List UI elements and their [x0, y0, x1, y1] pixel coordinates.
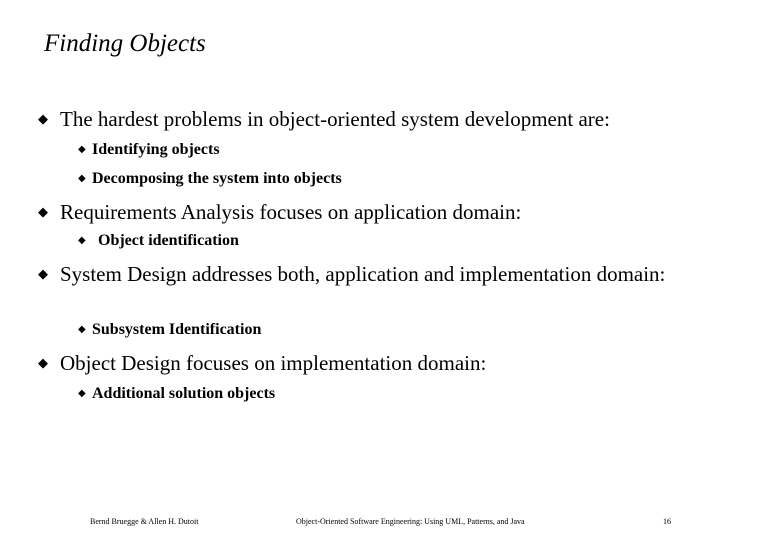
diamond-bullet-icon: ◆: [38, 111, 48, 126]
bullet-text: System Design addresses both, application and implementation domain:: [60, 262, 666, 286]
footer-book-title: Object-Oriented Software Engineering: Using UML, Patterns, and Java: [296, 517, 525, 526]
diamond-bullet-icon: ◆: [38, 266, 48, 281]
sub-bullet-item: [78, 169, 342, 189]
bullet-text: Object Design focuses on implementation domain:: [60, 351, 487, 375]
bullet-item: [38, 351, 740, 375]
footer-page-number: 16: [663, 517, 671, 526]
sub-bullet-text: Object identification: [98, 232, 239, 249]
sub-bullet-text: Identifying objects: [92, 141, 220, 158]
sub-bullet-text: Decomposing the system into objects: [92, 170, 342, 187]
footer-authors: Bernd Bruegge & Allen H. Dutoit: [90, 517, 199, 526]
diamond-bullet-icon: ◆: [38, 355, 48, 370]
diamond-sub-bullet-icon: ◆: [78, 324, 86, 335]
diamond-sub-bullet-icon: ◆: [78, 173, 86, 184]
diamond-bullet-icon: ◆: [38, 204, 48, 219]
sub-bullet-item: [78, 320, 262, 340]
diamond-sub-bullet-icon: ◆: [78, 388, 86, 399]
sub-bullet-item: [78, 384, 276, 404]
bullet-text: The hardest problems in object-oriented system development are:: [60, 107, 610, 131]
bullet-item: [38, 262, 700, 286]
bullet-item: [38, 107, 740, 131]
sub-bullet-text: Subsystem Identification: [92, 321, 262, 338]
bullet-text: Requirements Analysis focuses on application domain:: [60, 200, 522, 224]
slide-title: Finding Objects: [44, 30, 206, 57]
sub-bullet-item: [78, 231, 239, 251]
sub-bullet-item: [78, 140, 220, 160]
diamond-sub-bullet-icon: ◆: [78, 144, 86, 155]
sub-bullet-text: Additional solution objects: [92, 385, 276, 402]
diamond-sub-bullet-icon: ◆: [78, 235, 86, 246]
bullet-item: [38, 200, 740, 224]
